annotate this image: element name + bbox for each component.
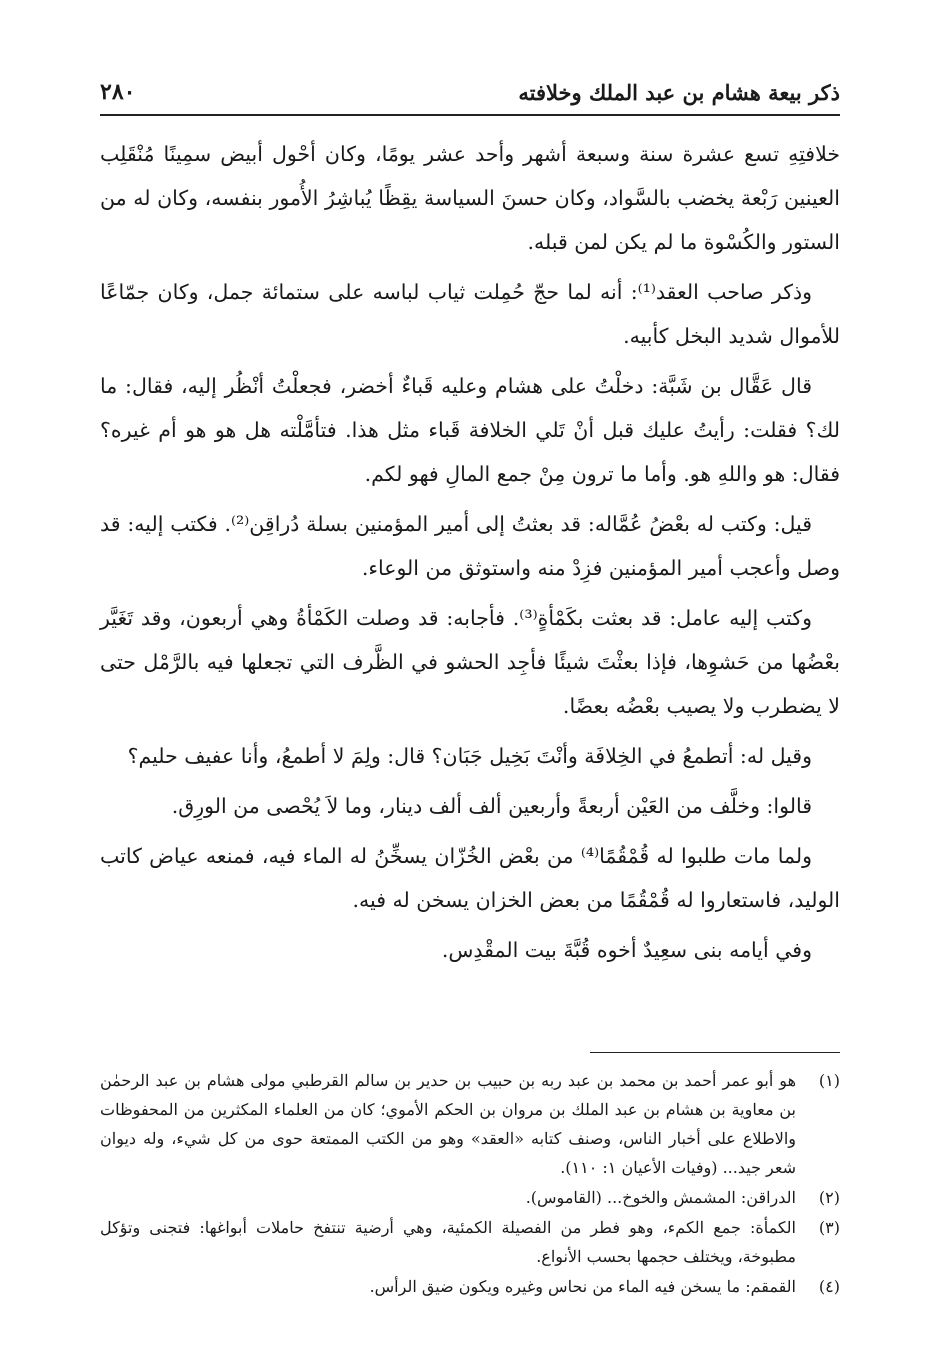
- footnote-number: (٤): [818, 1277, 840, 1296]
- footnote-separator: [590, 1052, 840, 1053]
- paragraph: قالوا: وخلَّف من العَيْن أربعةً وأربعين ألف ألف دينار، وما لاَ يُحْصى من الورِق.: [171, 794, 812, 818]
- running-title: ذكر بيعة هشام بن عبد الملك وخلافته: [518, 79, 840, 105]
- footnote-number: (١): [818, 1071, 840, 1090]
- footnote-number: (٢): [818, 1188, 840, 1207]
- paragraph: قال عَقَّال بن شَبَّة: دخلْتُ على هشام وعليه قَباءٌ أخضر، فجعلْتُ أنْظُر إليه، فقال: ما لك؟ فقلت: رأيتُ عليك قبل أنْ تَلي الخلافة قَباء مثل هذا. فتأمَّلْته هل هو هو أم غيره؟ فقال: هو واللهِ هو. وأما ما ترون مِنْ جمع المالِ فهو لكم.: [100, 374, 840, 486]
- paragraph: وقيل له: أتطمعُ في الخِلافَة وأنْتَ بَخِيل جَبَان؟ قال: ولِمَ لا أطمعُ، وأنا عفيف حليم؟: [127, 744, 812, 768]
- paragraph: وذكر صاحب العقد⁽¹⁾: أنه لما حجّ حُمِلت ثياب لباسه على ستمائة جمل، وكان جمّاعًا للأموال شديد البخل كأبيه.: [100, 280, 840, 348]
- footnote-item: [100, 1066, 840, 1182]
- footnote-item: [100, 1183, 840, 1212]
- footnote-item: [100, 1272, 840, 1301]
- footnotes: [100, 1066, 840, 1302]
- footnote-text: هو أبو عمر أحمد بن محمد بن عبد ربه بن حبيب بن حدير بن سالم القرطبي مولى هشام بن عبد الرحمٰن بن معاوية بن هشام بن عبد الملك بن مروان بن الحكم الأموي؛ كان من العلماء المكثرين من المحفوظات والاطلاع على أخبار الناس، وصنف كتابه «العقد» وهو من الكتب الممتعة حوى من كل شيء، وله ديوان شعر جيد... (وفيات الأعيان ١: ١١٠).: [100, 1071, 797, 1177]
- footnote-text: الكمأة: جمع الكمء، وهو فطر من الفصيلة الكمئية، وهي أرضية تنتفخ حاملات أبواغها: فتجنى وتؤكل مطبوخة، ويختلف حجمها بحسب الأنواع.: [100, 1218, 796, 1266]
- page-header: [100, 70, 840, 116]
- paragraph: ولما مات طلبوا له قُمْقُمًا⁽⁴⁾ من بعْض الخُزّان يسخِّنُ له الماء فيه، فمنعه عياض كاتب الوليد، فاستعاروا له قُمْقُمًا من بعض الخزان يسخن له فيه.: [100, 844, 840, 912]
- paragraph: وكتب إليه عامل: قد بعثت بكَمْأةٍ⁽³⁾. فأجابه: قد وصلت الكَمْأةُ وهي أربعون، وقد تَغَيَّر بعْضُها من حَشوِها، فإذا بعثْتَ شيئًا فأجِد الحشو في الظَّرف التي تجعلها فيه بالرَّمْل حتى لا يضطرب ولا يصيب بعْضُه بعضًا.: [100, 606, 840, 718]
- footnote-text: القمقم: ما يسخن فيه الماء من نحاس وغيره ويكون ضيق الرأس.: [369, 1277, 796, 1296]
- footnote-text: الدراقن: المشمش والخوخ... (القاموس).: [525, 1188, 796, 1207]
- page-number: ٢٨٠: [100, 79, 136, 105]
- paragraph: وفي أيامه بنى سعِيدٌ أخوه قُبَّةَ بيت المقْدِس.: [441, 938, 812, 962]
- footnote-number: (٣): [818, 1218, 840, 1237]
- main-text: [100, 132, 840, 978]
- paragraph: قيل: وكتب له بعْضُ عُمَّاله: قد بعثتُ إلى أمير المؤمنين بسلة دُراقِن⁽²⁾. فكتب إليه: قد وصل وأعجب أمير المؤمنين فزِدْ منه واستوثق من الوعاء.: [100, 512, 840, 580]
- paragraph: خلافتِهِ تسع عشرة سنة وسبعة أشهر وأحد عشر يومًا، وكان أحْول أبيض سمِينًا مُنْقَلِب العينين رَبْعة يخضب بالسَّواد، وكان حسنَ السياسة يقِظًا يُباشِرُ الأُمور بنفسه، وكان له من الستور والكُسْوة ما لم يكن لمن قبله.: [100, 142, 840, 254]
- footnote-item: [100, 1213, 840, 1271]
